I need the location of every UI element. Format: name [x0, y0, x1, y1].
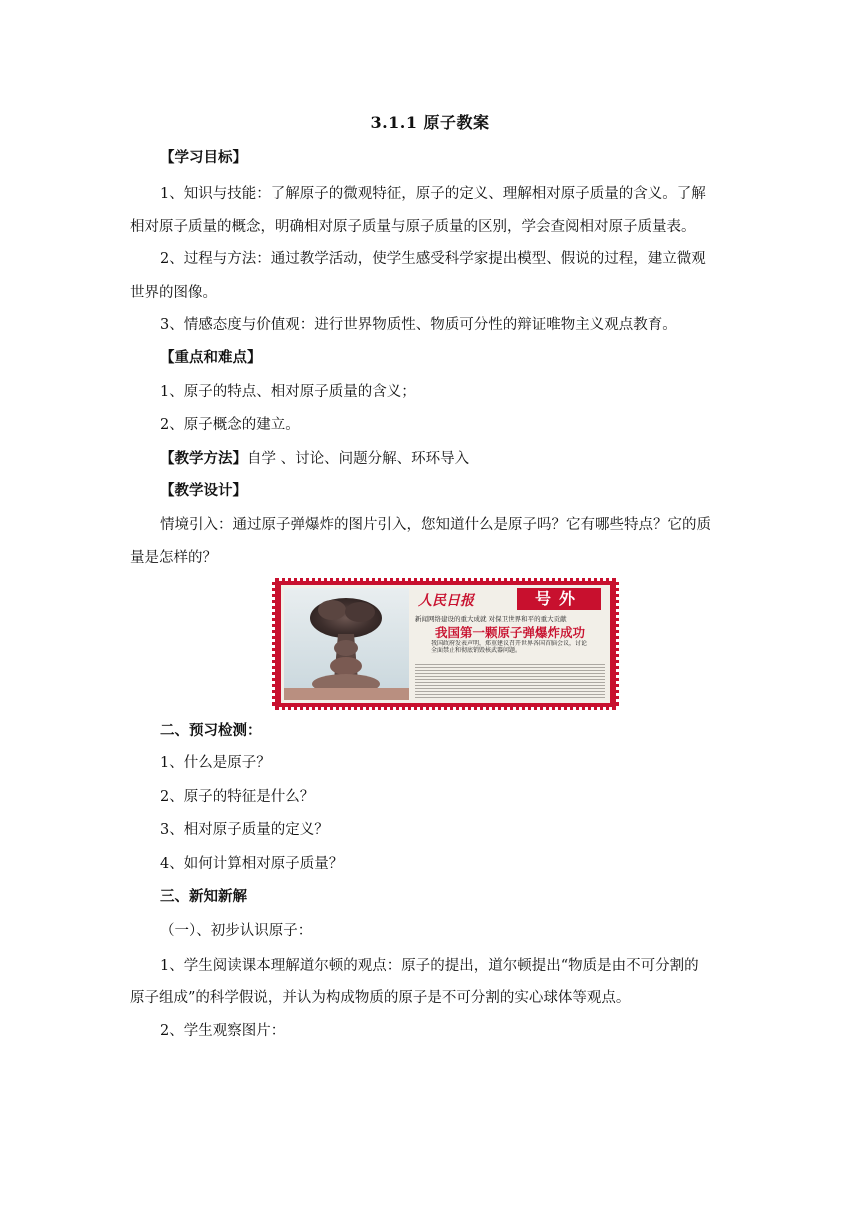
preview-heading: 二、预习检测：: [160, 722, 262, 739]
goal2-line1: 2、过程与方法：通过教学活动，使学生感受科学家提出模型、假说的过程，建立微观: [160, 251, 706, 267]
newspaper-body-text: [415, 663, 605, 699]
extra-edition-badge: 号外: [517, 588, 601, 610]
key2: 2、原子概念的建立。: [160, 417, 300, 433]
question-2: 2、原子的特征是什么？: [160, 789, 315, 805]
mushroom-cloud-icon: [284, 588, 409, 700]
design-line2: 量是怎样的？: [130, 550, 217, 566]
subsection-1: （一）、初步认识原子：: [160, 923, 313, 939]
goal1-line2: 相对原子质量的概念，明确相对原子质量与原子质量的区别，学会查阅相对原子质量表。: [130, 219, 696, 235]
method-line: [160, 449, 760, 469]
goal1-line1: 1、知识与技能：了解原子的微观特征，原子的定义、理解相对原子质量的含义。了解: [160, 186, 706, 202]
newspaper-paper: [281, 585, 610, 703]
method-heading: 【教学方法】: [160, 450, 247, 467]
goal2-line2: 世界的图像。: [130, 285, 217, 301]
design-heading: 【教学设计】: [160, 482, 247, 499]
newspaper-image: [272, 578, 619, 710]
goal3: 3、情感态度与价值观：进行世界物质性、物质可分性的辩证唯物主义观点教育。: [160, 317, 677, 333]
paragraph1-line1: 1、学生阅读课本理解道尔顿的观点：原子的提出，道尔顿提出“物质是由不可分割的: [160, 958, 699, 974]
newspaper-subhead: 新闻网络建设的重大成就 对保卫世界和平的重大贡献: [415, 615, 567, 623]
question-3: 3、相对原子质量的定义？: [160, 822, 329, 838]
newspaper-headline: 我国第一颗原子弹爆炸成功: [434, 625, 585, 640]
paragraph2: 2、学生观察图片：: [160, 1023, 286, 1039]
new-knowledge-heading: 三、新知新解: [160, 888, 247, 905]
question-1: 1、什么是原子？: [160, 755, 271, 771]
design-line1: 情境引入：通过原子弹爆炸的图片引入，您知道什么是原子吗？它有哪些特点？它的质: [160, 517, 711, 533]
newspaper-masthead-bar: [412, 588, 607, 610]
newspaper-lead: 我国政府发表声明，郑重建议召开世界各国首脑会议，讨论全面禁止和彻底销毁核武器问题。: [431, 640, 588, 654]
paragraph1-line2: 原子组成”的科学假说，并认为构成物质的原子是不可分割的实心球体等观点。: [130, 990, 631, 1006]
key-heading: 【重点和难点】: [160, 349, 262, 366]
key1: 1、原子的特点、相对原子质量的含义；: [160, 384, 416, 400]
mushroom-cloud-photo: [284, 588, 409, 700]
newspaper-masthead: 人民日报: [418, 593, 474, 609]
question-4: 4、如何计算相对原子质量？: [160, 856, 344, 872]
page-title: 3.1.1 原子教案: [370, 113, 490, 132]
method-text: 自学 、讨论、问题分解、环环导入: [247, 451, 470, 467]
goals-heading: 【学习目标】: [160, 149, 247, 166]
